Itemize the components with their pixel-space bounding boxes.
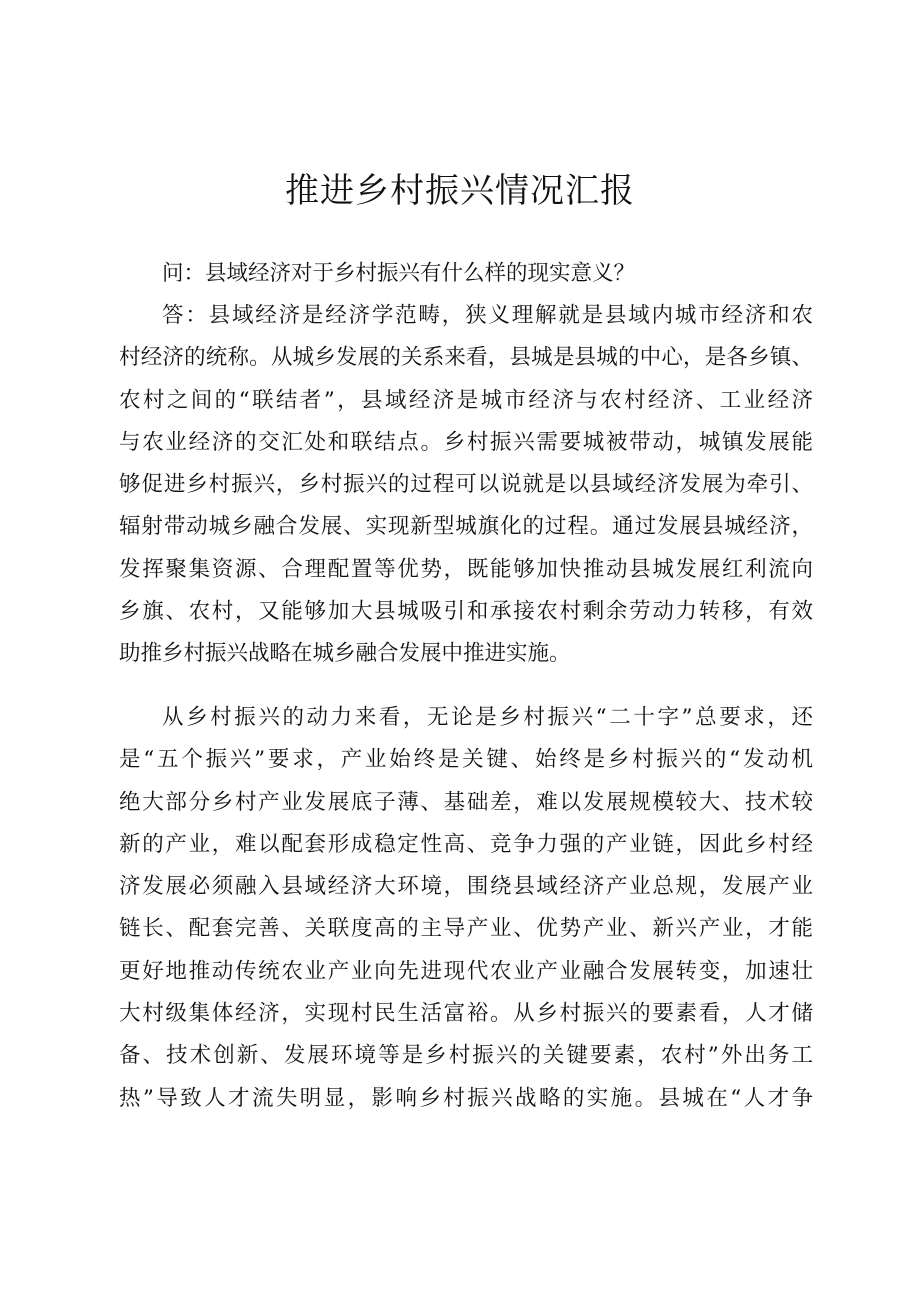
question-paragraph	[119, 253, 813, 295]
paragraph2-line-5: 济发展必须融入县域经济大环境，围绕县域经济产业总规，发展产业	[119, 874, 813, 900]
answer-line-2: 村经济的统称。从城乡发展的关系来看，县城是县城的中心，是各乡镇、	[119, 345, 813, 371]
paragraph2-line-7: 更好地推动传统农业产业向先进现代农业产业融合发展转变，加速壮	[119, 958, 813, 984]
answer-line-4: 与农业经济的交汇处和联结点。乡村振兴需要城被带动，城镇发展能	[119, 429, 813, 455]
paragraph2-line-8: 大村级集体经济，实现村民生活富裕。从乡村振兴的要素看，人才储	[119, 1001, 813, 1027]
body-paragraph-2	[119, 697, 813, 1120]
paragraph2-line-9: 备、技术创新、发展环境等是乡村振兴的关键要素，农村”外出务工	[119, 1043, 813, 1069]
paragraph2-line-2: 是“五个振兴”要求，产业始终是关键、始终是乡村振兴的“发动机	[119, 747, 813, 773]
answer-paragraph	[119, 295, 813, 676]
document-title: 推进乡村振兴情况汇报	[285, 171, 635, 211]
question-line: 问：县域经济对于乡村振兴有什么样的现实意义？	[162, 261, 636, 286]
answer-line-9: 助推乡村振兴战略在城乡融合发展中推进实施。	[119, 641, 571, 667]
paragraph2-line-1: 从乡村振兴的动力来看，无论是乡村振兴“二十字”总要求，还	[162, 705, 813, 730]
paragraph2-line-10: 热”导致人才流失明显，影响乡村振兴战略的实施。县城在“人才争	[119, 1085, 813, 1111]
paragraph2-line-3: 绝大部分乡村产业发展底子薄、基础差，难以发展规模较大、技术较	[119, 789, 813, 815]
answer-line-1: 答：县域经济是经济学范畴，狭义理解就是县域内城市经济和农	[162, 303, 813, 328]
answer-line-8: 乡旗、农村，又能够加大县城吸引和承接农村剩余劳动力转移，有效	[119, 599, 813, 625]
paragraph2-line-4: 新的产业，难以配套形成稳定性高、竞争力强的产业链，因此乡村经	[119, 831, 813, 857]
answer-line-5: 够促进乡村振兴，乡村振兴的过程可以说就是以县域经济发展为牵引、	[119, 472, 813, 498]
answer-line-6: 辐射带动城乡融合发展、实现新型城旗化的过程。通过发展县城经济，	[119, 514, 813, 540]
answer-line-7: 发挥聚集资源、合理配置等优势，既能够加快推动县城发展红利流向	[119, 556, 813, 582]
paragraph2-line-6: 链长、配套完善、关联度高的主导产业、优势产业、新兴产业，才能	[119, 916, 813, 942]
answer-line-3: 农村之间的“联结者”，县域经济是城市经济与农村经济、工业经济	[119, 387, 813, 413]
